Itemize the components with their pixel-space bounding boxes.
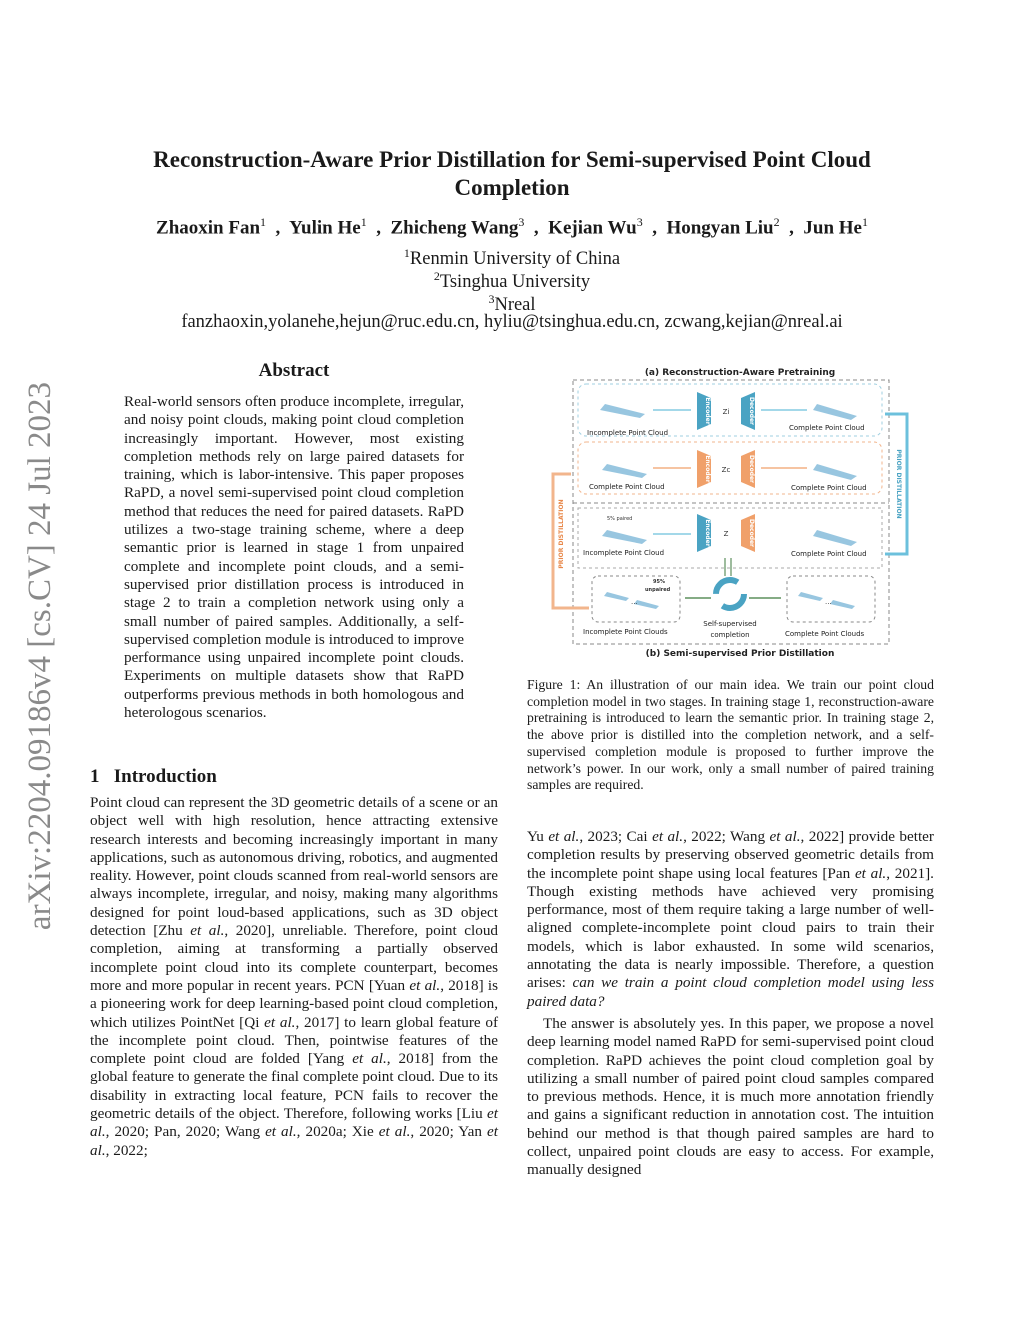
point-cloud-icon <box>634 600 659 609</box>
prior-distillation-label: PRIOR DISTILLATION <box>558 499 565 569</box>
author-list: Zhaoxin Fan$^1$ , Yulin He$^1$ , Zhicheng Wang$^3$ , Kejian Wu$^3$ , Hongyan Liu$^2$ , Jun He$^1$ <box>156 215 868 239</box>
encoder-label: Encoder <box>704 519 711 547</box>
label: Self-supervised <box>703 620 757 628</box>
intro-paragraph: Point cloud can represent the 3D geometric details of a scene or an object well with high resolution, hence attracting extensive research interests and becoming increasingly important in many applications, such as autonomous driving, robotics, and augmented reality. However, point clouds scanned from real-world sensors are always incomplete, irregular, and noisy, making many algorithms designed for point loud-based applications, such as 3D object detection [Zhu et al., 2020], unreliable. Therefore, point cloud completion, aiming at transforming a partially observed incomplete point cloud into its complete counterpart, becomes more and more popular in recent years. PCN [Yuan et al., 2018] is a pioneering work for deep learning-based point cloud completion, which utilizes PointNet [Qi et al., 2017] to learn global feature of the incomplete point cloud. Then, pointwise features of the complete point cloud are folded [Yang et al., 2018] from the global feature to generate the final complete point cloud. Due to its disability in extracting local feature, PCN fails to recover the geometric details of the object. Therefore, following works [Liu et al., 2020; Pan, 2020; Wang et al., 2020a; Xie et al., 2020; Yan et al., 2022; <box>90 794 499 1159</box>
author-name: Kejian Wu <box>548 217 637 239</box>
label: completion <box>710 631 750 639</box>
author-affiliation-mark: 3 <box>636 215 643 229</box>
paired-label: 5% paired <box>607 516 633 522</box>
author-affiliation-mark: 1 <box>260 215 267 229</box>
figure-caption: Figure 1: An illustration of our main idea. We train our point cloud completion model in two stages. In training stage 1, reconstruction-aware pretraining is introduced to learn the semantic prior. In training stage 2, the above prior is distilled into the completion network, and a self-supervised completion module is proposed to further improve the network’s power. In our work, only a small number of paired training samples are required. <box>527 677 934 793</box>
label: Complete Point Clouds <box>785 630 865 638</box>
label: Complete Point Cloud <box>589 483 665 491</box>
decoder-label: Decoder <box>748 454 755 484</box>
author-name: Yulin He <box>289 217 361 239</box>
latent-zc: Zc <box>721 466 731 474</box>
right-paragraph: The answer is absolutely yes. In this paper, we propose a novel deep learning model named RaPD for semi-supervised point cloud completion. RaPD achieves the point cloud completion goal by utilizing a small number of paired point cloud samples compared to previous methods. Hence, it is much more annotation friendly and gains a significant reduction in annotation cost. The intuition behind our method is that though paired samples are hard to collect, unpaired point clouds are easy to access. For example, manually designed <box>527 1015 934 1179</box>
section-heading <box>90 766 498 788</box>
decoder-label: Decoder <box>748 396 755 426</box>
right-paragraph: Yu et al., 2023; Cai et al., 2022; Wang et al., 2022] provide better completion results by preserving observed geometric details from the incomplete point shape using local features [Pan et al., 2021]. Though existing methods have achieved very promising performance, most of them require taking a large number of well-aligned complete-incomplete point cloud pairs to train their models, which is labor exhausted. In some wild scenarios, annotating the data is nearly impossible. Therefore, a question arises: can we train a point cloud completion model using less paired data? <box>527 828 934 1010</box>
unpaired-percent: 95% <box>653 579 665 585</box>
label: Incomplete Point Clouds <box>583 628 668 636</box>
author-emails: fanzhaoxin,yolanehe,hejun@ruc.edu.cn, hyliu@tsinghua.edu.cn, zcwang,kejian@nreal.ai <box>181 312 843 332</box>
abstract-text: Real-world sensors often produce incomplete, irregular, and noisy point clouds, making point cloud completion increasingly important. However, most existing completion methods rely on large paired datasets for training, which is labor-intensive. This paper proposes RaPD, a novel semi-supervised point cloud completion method that reduces the need for paired datasets. RaPD utilizes a two-stage training scheme, where a deep semantic prior is learned in stage 1 from unpaired complete and incomplete point clouds, and a semi-supervised prior distillation process is introduced in stage 2 to train a completion network using only a small number of paired samples. Additionally, a self-supervised completion module is introduced to improve performance using unpaired incomplete point clouds. Experiments on multiple datasets show that RaPD outperforms previous methods in both homologous and heterologous scenarios. <box>124 393 464 722</box>
paper-title <box>0 146 1024 202</box>
label: Complete Point Cloud <box>791 550 867 558</box>
author-name: Zhaoxin Fan <box>156 217 261 239</box>
point-cloud-icon <box>813 530 857 546</box>
author-affiliation-mark: 1 <box>360 215 367 229</box>
encoder-label: Encoder <box>704 397 711 425</box>
author-affiliation-mark: 2 <box>773 215 780 229</box>
figure-title-a: (a) Reconstruction-Aware Pretraining <box>644 368 836 378</box>
label: Complete Point Cloud <box>789 424 865 432</box>
affiliation: $^2$Tsinghua University <box>433 269 591 293</box>
self-supervised-cycle-icon <box>716 580 744 608</box>
author-affiliation-mark: 1 <box>861 215 868 229</box>
label: Complete Point Cloud <box>791 484 867 492</box>
affiliation: $^3$Nreal <box>488 292 536 316</box>
section-number: 1 <box>90 766 100 787</box>
encoder-label: Encoder <box>704 455 711 483</box>
figure-1-diagram <box>545 364 925 660</box>
section-title: Introduction <box>113 766 217 787</box>
decoder-label: Decoder <box>748 518 755 548</box>
figure-title-b: (b) Semi-supervised Prior Distillation <box>645 649 835 659</box>
label: Incomplete Point Cloud <box>587 429 669 437</box>
figure-1-svg <box>545 364 925 660</box>
unpaired-label: unpaired <box>645 587 671 593</box>
point-cloud-icon <box>830 600 855 609</box>
ellipsis: ... <box>631 598 638 606</box>
latent-z: Z <box>723 530 729 538</box>
point-cloud-icon <box>600 404 645 418</box>
author-name: Zhicheng Wang <box>390 217 519 239</box>
point-cloud-icon <box>602 530 647 544</box>
abstract-heading: Abstract <box>258 360 330 381</box>
affiliation: $^1$Renmin University of China <box>403 246 621 270</box>
author-name: Jun He <box>803 217 862 239</box>
arxiv-identifier: arXiv:2204.09186v4 [cs.CV] 24 Jul 2023 <box>22 381 58 931</box>
point-cloud-icon <box>798 592 823 601</box>
point-cloud-icon <box>813 404 857 420</box>
paper-title-text: Reconstruction-Aware Prior Distillation for Semi-supervised Point Cloud Completion <box>153 147 871 200</box>
ellipsis: ... <box>825 598 832 606</box>
point-cloud-icon <box>813 464 857 480</box>
prior-distillation-label: PRIOR DISTILLATION <box>895 449 902 519</box>
point-cloud-icon <box>604 592 629 601</box>
label: Incomplete Point Cloud <box>583 549 665 557</box>
author-name: Hongyan Liu <box>666 217 774 239</box>
author-affiliation-mark: 3 <box>518 215 525 229</box>
latent-zi: Zi <box>722 408 730 416</box>
point-cloud-icon <box>602 464 647 478</box>
